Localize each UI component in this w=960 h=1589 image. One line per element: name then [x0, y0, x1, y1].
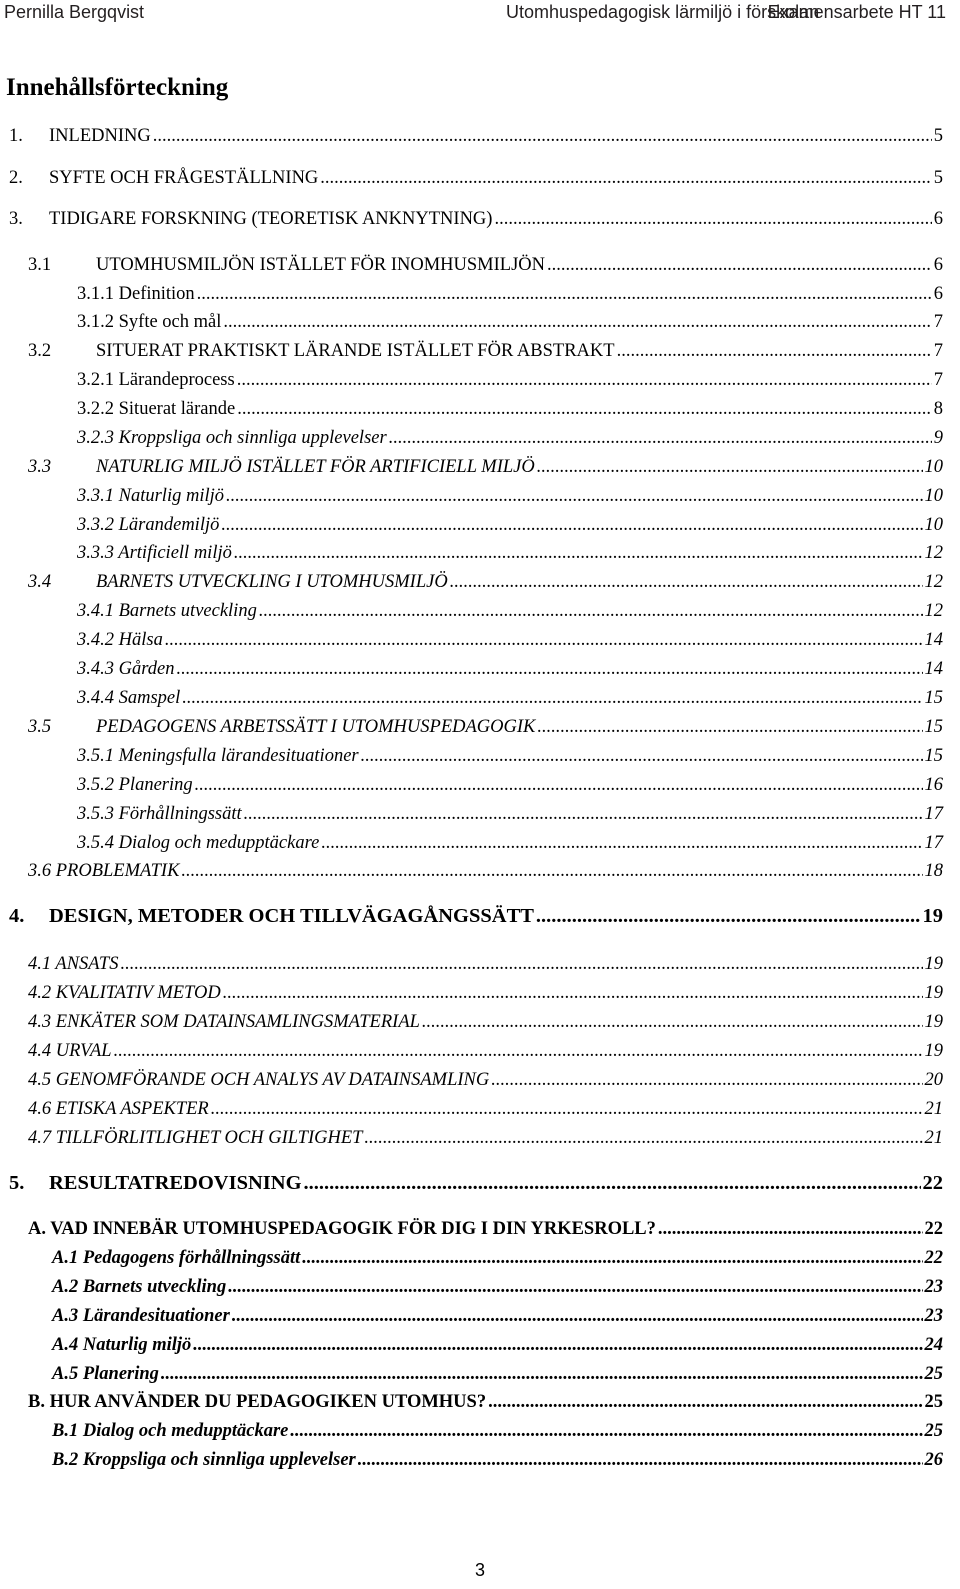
toc-entry-page: 26 [924, 1450, 943, 1470]
toc-entry-page: 25 [924, 1392, 943, 1412]
toc-entry-label: A.2 Barnets utveckling [52, 1277, 227, 1297]
toc-entry[interactable] [52, 1275, 943, 1299]
toc-entry-label: 3.5.4 Dialog och medupptäckare [77, 833, 320, 853]
toc-entry-number: 5. [9, 1172, 25, 1194]
toc-leader-dots [181, 859, 922, 883]
header-type: Examensarbete HT 11 [767, 2, 946, 22]
toc-entry-label: 4.3 ENKÄTER SOM DATAINSAMLINGSMATERIAL [28, 1012, 420, 1032]
toc-entry-label: A.3 Lärandesituationer [52, 1306, 230, 1326]
toc-leader-dots [488, 1390, 922, 1414]
toc-leader-dots [617, 339, 932, 363]
toc-entry-page: 19 [924, 983, 943, 1003]
toc-entry-label: 3.2.2 Situerat lärande [77, 399, 236, 419]
toc-leader-dots [193, 1333, 922, 1357]
toc-leader-dots [223, 310, 931, 334]
toc-entry[interactable] [77, 426, 943, 450]
toc-entry-label: 3.4.2 Hälsa [77, 630, 163, 650]
toc-entry-label: 3.3.2 Lärandemiljö [77, 515, 220, 535]
toc-leader-dots [211, 1097, 923, 1121]
toc-entry-page: 25 [924, 1364, 943, 1384]
toc-entry-label: UTOMHUSMILJÖN ISTÄLLET FÖR INOMHUSMILJÖN [96, 255, 545, 275]
toc-leader-dots [491, 1068, 922, 1092]
toc-leader-dots [228, 1275, 922, 1299]
toc-entry[interactable] [28, 1126, 943, 1150]
toc-entry[interactable] [52, 1246, 943, 1270]
toc-entry-page: 19 [924, 954, 943, 974]
toc-entry-number: 3.5 [28, 717, 52, 737]
toc-leader-dots [244, 802, 923, 826]
toc-entry-page: 9 [933, 428, 943, 448]
toc-entry-page: 20 [924, 1070, 943, 1090]
toc-leader-dots [237, 368, 932, 392]
toc-leader-dots [223, 981, 923, 1005]
toc-entry-label: 3.5.3 Förhållningssätt [77, 804, 242, 824]
header-title: Utomhuspedagogisk lärmiljö i förskolan [506, 2, 820, 22]
toc-entry[interactable] [28, 859, 943, 883]
toc-leader-dots [182, 686, 922, 710]
toc-entry-label: A. VAD INNEBÄR UTOMHUSPEDAGOGIK FÖR DIG I DIN YRKESROLL? [28, 1219, 656, 1239]
toc-entry-label: 3.1.2 Syfte och mål [77, 312, 222, 332]
toc-entry-label: B.1 Dialog och medupptäckare [52, 1421, 289, 1441]
page-number: 3 [474, 1560, 485, 1580]
header-author: Pernilla Bergqvist [4, 2, 145, 22]
toc-entry[interactable] [52, 1333, 943, 1357]
toc-entry-page: 7 [933, 341, 943, 361]
toc-entry-page: 12 [924, 601, 943, 621]
toc-leader-dots [197, 282, 932, 306]
toc-entry-label: B. HUR ANVÄNDER DU PEDAGOGIKEN UTOMHUS? [28, 1392, 487, 1412]
toc-entry-number: 3.4 [28, 572, 52, 592]
toc-entry-page: 23 [924, 1306, 943, 1326]
toc-entry[interactable] [28, 455, 943, 479]
toc-leader-dots [232, 1304, 923, 1328]
toc-entry-page: 7 [933, 312, 943, 332]
toc-entry[interactable] [52, 1362, 943, 1386]
toc-entry-page: 6 [933, 209, 943, 229]
toc-entry-page: 12 [924, 543, 943, 563]
toc-entry[interactable] [28, 1068, 943, 1092]
toc-entry-page: 17 [924, 833, 943, 853]
toc-entry-label: 4.5 GENOMFÖRANDE OCH ANALYS AV DATAINSAMLING [28, 1070, 490, 1090]
toc-entry[interactable] [77, 397, 943, 421]
toc-entry-label: 3.3.3 Artificiell miljö [77, 543, 232, 563]
toc-leader-dots [358, 1448, 923, 1472]
toc-entry-page: 21 [924, 1099, 943, 1119]
toc-leader-dots [537, 455, 923, 479]
toc-entry-label: A.4 Naturlig miljö [52, 1335, 192, 1355]
toc-leader-dots [176, 657, 922, 681]
toc-entry-label: 4.1 ANSATS [28, 954, 119, 974]
toc-leader-dots [165, 628, 923, 652]
toc-leader-dots [290, 1419, 922, 1443]
toc-entry[interactable] [77, 310, 943, 334]
toc-entry-page: 12 [924, 572, 943, 592]
toc-entry-label: 3.2.1 Lärandeprocess [77, 370, 235, 390]
toc-entry-label: 3.2.3 Kroppsliga och sinnliga upplevelser [77, 428, 387, 448]
toc-entry-page: 23 [924, 1277, 943, 1297]
toc-entry-label: 3.5.1 Meningsfulla lärandesituationer [77, 746, 359, 766]
toc-entry-label: 3.4.3 Gården [77, 659, 175, 679]
toc-entry-label: PEDAGOGENS ARBETSSÄTT I UTOMHUSPEDAGOGIK [96, 717, 536, 737]
toc-entry-label: 3.3.1 Naturlig miljö [77, 486, 224, 506]
toc-leader-dots [221, 513, 922, 537]
toc-entry-page: 14 [924, 659, 943, 679]
toc-entry-label: NATURLIG MILJÖ ISTÄLLET FÖR ARTIFICIELL MILJÖ [96, 457, 535, 477]
toc-entry[interactable] [77, 657, 943, 681]
toc-entry[interactable] [52, 1304, 943, 1328]
toc-leader-dots [547, 253, 932, 277]
toc-entry-page: 19 [922, 905, 943, 927]
toc-entry-number: 3.2 [28, 341, 52, 361]
toc-entry[interactable] [77, 802, 943, 826]
toc-leader-dots [195, 773, 923, 797]
toc-entry-page: 18 [924, 861, 943, 881]
toc-entry-label: 3.4.4 Samspel [77, 688, 181, 708]
toc-entry[interactable] [9, 1171, 943, 1195]
toc-entry[interactable] [28, 339, 943, 363]
toc-entry[interactable] [77, 773, 943, 797]
toc-entry-page: 17 [924, 804, 943, 824]
toc-entry[interactable] [28, 253, 943, 277]
toc-leader-dots [389, 426, 932, 450]
toc-entry-label: 3.4.1 Barnets utveckling [77, 601, 257, 621]
toc-leader-dots [536, 904, 921, 928]
toc-leader-dots [364, 1126, 922, 1150]
toc-entry[interactable] [28, 1010, 943, 1034]
toc-entry[interactable] [52, 1419, 943, 1443]
toc-leader-dots [320, 166, 931, 190]
toc-entry[interactable] [28, 952, 943, 976]
toc-leader-dots [304, 1171, 921, 1195]
toc-entry[interactable] [52, 1448, 943, 1472]
toc-entry-label: DESIGN, METODER OCH TILLVÄGAGÅNGSSÄTT [49, 905, 534, 927]
toc-entry-page: 6 [933, 255, 943, 275]
toc-entry-page: 7 [933, 370, 943, 390]
toc-entry-page: 19 [924, 1041, 943, 1061]
toc-entry-page: 8 [933, 399, 943, 419]
toc-entry-page: 21 [924, 1128, 943, 1148]
toc-entry-page: 6 [933, 284, 943, 304]
toc-entry-page: 10 [924, 515, 943, 535]
toc-entry[interactable] [28, 1390, 943, 1414]
toc-leader-dots [234, 541, 923, 565]
toc-entry-number: 3. [9, 209, 23, 229]
toc-leader-dots [494, 207, 931, 231]
toc-leader-dots [226, 484, 923, 508]
toc-entry[interactable] [77, 744, 943, 768]
toc-entry-label: 4.6 ETISKA ASPEKTER [28, 1099, 209, 1119]
toc-entry-label: A.5 Planering [52, 1364, 159, 1384]
toc-entry-page: 19 [924, 1012, 943, 1032]
toc-leader-dots [658, 1217, 923, 1241]
toc-entry-number: 1. [9, 126, 23, 146]
toc-entry-label: BARNETS UTVECKLING I UTOMHUSMILJÖ [96, 572, 448, 592]
toc-entry-page: 5 [933, 168, 943, 188]
toc-entry-label: A.1 Pedagogens förhållningssätt [52, 1248, 301, 1268]
toc-entry-number: 3.1 [28, 255, 52, 275]
toc-leader-dots [361, 744, 923, 768]
toc-entry[interactable] [77, 282, 943, 306]
toc-entry-label: 3.6 PROBLEMATIK [28, 861, 180, 881]
toc-entry[interactable] [28, 715, 943, 739]
toc-entry-page: 15 [924, 746, 943, 766]
toc-entry[interactable] [9, 207, 943, 231]
toc-entry-number: 2. [9, 168, 23, 188]
toc-entry-page: 16 [924, 775, 943, 795]
toc-entry-page: 22 [924, 1248, 943, 1268]
toc-entry-label: INLEDNING [49, 126, 151, 146]
toc-entry-page: 22 [924, 1219, 943, 1239]
toc-entry[interactable] [77, 599, 943, 623]
toc-entry-label: RESULTATREDOVISNING [49, 1172, 302, 1194]
toc-entry[interactable] [9, 124, 943, 148]
toc-entry[interactable] [77, 541, 943, 565]
toc-entry[interactable] [77, 628, 943, 652]
toc-leader-dots [450, 570, 923, 594]
toc-entry-page: 15 [924, 717, 943, 737]
toc-entry[interactable] [77, 513, 943, 537]
toc-entry-label: 3.1.1 Definition [77, 284, 195, 304]
toc-leader-dots [120, 952, 922, 976]
toc-entry[interactable] [9, 166, 943, 190]
toc-entry-page: 15 [924, 688, 943, 708]
toc-entry[interactable] [28, 1097, 943, 1121]
toc-entry-label: 4.4 URVAL [28, 1041, 112, 1061]
toc-entry[interactable] [28, 1217, 943, 1241]
toc-entry[interactable] [9, 904, 943, 928]
toc-entry-page: 25 [924, 1421, 943, 1441]
toc-entry[interactable] [28, 1039, 943, 1063]
toc-entry-label: 4.2 KVALITATIV METOD [28, 983, 221, 1003]
toc-heading: Innehållsförteckning [6, 74, 229, 101]
toc-entry[interactable] [77, 831, 943, 855]
toc-entry-number: 3.3 [28, 457, 52, 477]
toc-entry[interactable] [77, 484, 943, 508]
toc-leader-dots [537, 715, 922, 739]
toc-entry-number: 4. [9, 905, 25, 927]
toc-entry-page: 5 [933, 126, 943, 146]
toc-entry-label: 4.7 TILLFÖRLITLIGHET OCH GILTIGHET [28, 1128, 363, 1148]
toc-leader-dots [302, 1246, 922, 1270]
toc-entry-page: 10 [924, 486, 943, 506]
toc-entry-page: 10 [924, 457, 943, 477]
toc-entry-label: SITUERAT PRAKTISKT LÄRANDE ISTÄLLET FÖR ABSTRAKT [96, 341, 615, 361]
toc-entry-label: 3.5.2 Planering [77, 775, 193, 795]
toc-entry-label: SYFTE OCH FRÅGESTÄLLNING [49, 168, 319, 188]
toc-entry[interactable] [28, 981, 943, 1005]
toc-leader-dots [161, 1362, 923, 1386]
toc-entry[interactable] [77, 368, 943, 392]
toc-leader-dots [259, 599, 923, 623]
toc-leader-dots [422, 1010, 923, 1034]
toc-entry-page: 14 [924, 630, 943, 650]
toc-entry[interactable] [28, 570, 943, 594]
toc-leader-dots [237, 397, 932, 421]
toc-leader-dots [321, 831, 922, 855]
toc-entry-label: TIDIGARE FORSKNING (TEORETISK ANKNYTNING) [49, 209, 493, 229]
toc-entry-page: 22 [922, 1172, 943, 1194]
toc-leader-dots [114, 1039, 923, 1063]
toc-leader-dots [153, 124, 932, 148]
toc-entry-page: 24 [924, 1335, 943, 1355]
toc-entry-label: B.2 Kroppsliga och sinnliga upplevelser [52, 1450, 356, 1470]
toc-entry[interactable] [77, 686, 943, 710]
